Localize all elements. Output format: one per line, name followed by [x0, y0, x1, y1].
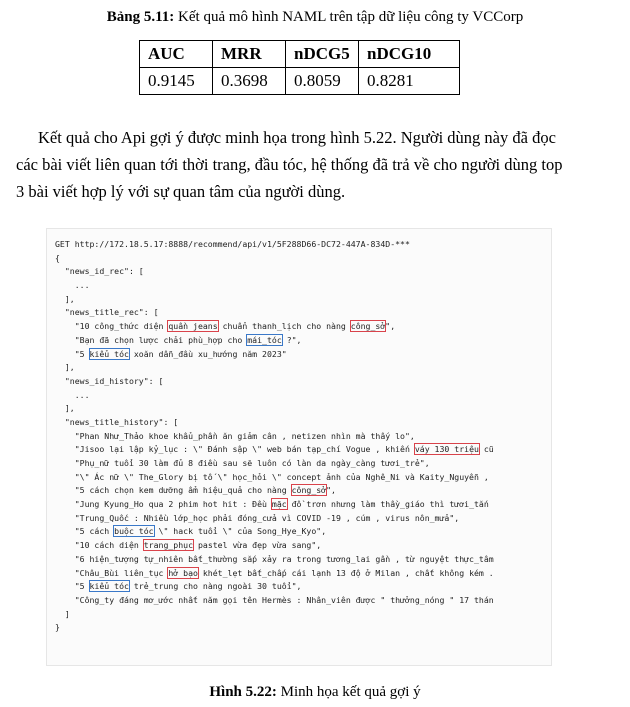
highlight-blue: kiểu tóc: [89, 348, 129, 359]
code-text: đồ trơn nhưng làm thầy_giáo thì tươi_tắn: [286, 499, 489, 510]
value-ndcg10: 0.8281: [359, 68, 460, 95]
value-ndcg5: 0.8059: [286, 68, 359, 95]
highlight-blue: buộc tóc: [114, 526, 154, 537]
code-text: chuẩn thanh_lịch cho nàng: [217, 321, 351, 332]
code-text: "Phan Như_Thảo khoe khẩu_phần ăn giảm cân , netizen nhìn mà thấy lo",: [55, 430, 415, 441]
code-line: [55, 238, 549, 252]
code-text: "Công_ty đáng mơ_ước nhất năm gọi tên Hermès : Nhân_viên được " thưởng_nóng " 17 thán: [55, 594, 494, 605]
paragraph-line-1: Kết quả cho Api gợi ý được minh họa trong hình 5.22. Người dùng này đã đọc: [38, 128, 556, 147]
code-text: "\" Ác nữ \" The_Glory bị tố \" học_hỏi \" concept ảnh của Nghê_Ni và Kaity_Nguyễn ,: [55, 471, 489, 482]
code-text: xoăn dẫn_đầu xu_hướng năm 2023": [128, 348, 287, 359]
code-line: [55, 471, 549, 485]
code-line: [55, 484, 549, 498]
code-line: [55, 293, 549, 307]
highlight-blue: kiểu tóc: [89, 581, 129, 592]
code-line: [55, 539, 549, 553]
code-line: [55, 498, 549, 512]
code-text: "5: [55, 348, 90, 359]
code-text: {: [55, 252, 60, 263]
table-caption-text: Kết quả mô hình NAML trên tập dữ liệu công ty VCCorp: [174, 9, 524, 25]
code-text: cũ: [478, 444, 494, 455]
value-mrr: 0.3698: [213, 68, 286, 95]
code-text: pastel vừa đẹp vừa sang",: [193, 540, 322, 551]
code-text: "Trung_Quốc : Nhiều lớp_học phải đóng_cửa vì COVID -19 , cúm , virus nôn_mửa",: [55, 512, 460, 523]
code-text: ]: [55, 608, 70, 619]
code-line: [55, 306, 549, 320]
code-text: "news_title_rec": [: [55, 307, 159, 318]
results-table: [139, 40, 460, 95]
highlight-red: hở bạo: [168, 567, 198, 578]
code-figure: [46, 228, 552, 666]
code-text: "5: [55, 581, 90, 592]
code-line: [55, 430, 549, 444]
code-line: [55, 416, 549, 430]
code-line: [55, 580, 549, 594]
code-line: [55, 375, 549, 389]
code-line: [55, 361, 549, 375]
code-line: [55, 334, 549, 348]
code-text: "5 cách: [55, 526, 115, 537]
value-auc: 0.9145: [140, 68, 213, 95]
highlight-red: quần jeans: [168, 321, 218, 332]
highlight-blue: mái_tóc: [247, 334, 282, 345]
code-text: ],: [55, 293, 75, 304]
code-line: [55, 567, 549, 581]
code-text: "6 hiện_tượng tự_nhiên bất_thường sắp xảy ra trong tương_lai gần , từ nguyệt thực_tâm: [55, 553, 494, 564]
code-text: ",: [326, 485, 336, 496]
figure-caption-text: Minh họa kết quả gợi ý: [276, 684, 421, 700]
table-row: [140, 68, 460, 95]
code-text: "news_id_history": [: [55, 375, 164, 386]
code-text: "10 cách diện: [55, 540, 144, 551]
code-line: [55, 252, 549, 266]
paragraph-line-3: 3 bài viết hợp lý với sự quan tâm của người dùng.: [16, 182, 346, 201]
table-caption-label: Bảng 5.11:: [106, 9, 175, 25]
code-text: "Bạn đã chọn lược chải phù_hợp cho: [55, 334, 248, 345]
code-text: ",: [385, 321, 396, 332]
code-line: [55, 402, 549, 416]
code-line: [55, 457, 549, 471]
header-ndcg5: nDCG5: [286, 41, 359, 68]
code-text: }: [55, 622, 60, 633]
code-text: "Jung Kyung_Ho qua 2 phim hot hit : Đều: [55, 499, 272, 510]
table-header-row: [140, 41, 460, 68]
code-line: [55, 389, 549, 403]
code-line: [55, 553, 549, 567]
code-line: [55, 525, 549, 539]
code-text: "news_id_rec": [: [55, 266, 144, 277]
header-auc: AUC: [140, 41, 213, 68]
code-line: [55, 279, 549, 293]
code-text: "5 cách chọn kem dưỡng ẩm hiệu_quả cho nàng: [55, 485, 292, 496]
code-line: [55, 621, 549, 635]
code-text: ],: [55, 403, 75, 414]
code-text: ...: [55, 389, 90, 400]
code-text: \" hack tuổi \" của Song_Hye_Kyo",: [153, 526, 327, 537]
header-ndcg10: nDCG10: [359, 41, 460, 68]
table-caption: [0, 8, 630, 26]
code-text: khét_lẹt bất_chấp cái lạnh 13 độ ở Milan , chất không kém .: [197, 567, 494, 578]
code-text: "Jisoo lại lập kỷ_lục : \" Đánh sập \" web bán tạp_chí Vogue , khiến: [55, 444, 415, 455]
code-line: [55, 348, 549, 362]
code-line: [55, 512, 549, 526]
code-line: [55, 443, 549, 457]
figure-caption: [0, 683, 630, 701]
code-text: ?",: [281, 334, 302, 345]
code-line: [55, 594, 549, 608]
highlight-red: váy 130 triệu: [414, 444, 479, 455]
highlight-red: mặc: [271, 499, 287, 510]
code-block: [55, 238, 549, 635]
code-text: GET http://172.18.5.17:8888/recommend/api/v1/5F288D66-DC72-447A-834D-***: [55, 239, 410, 249]
code-text: "10 công_thức diện: [55, 321, 169, 332]
code-text: trẻ_trung cho nàng ngoài 30 tuổi",: [128, 581, 302, 592]
code-line: [55, 265, 549, 279]
header-mrr: MRR: [213, 41, 286, 68]
paragraph-line-2: các bài viết liên quan tới thời trang, đầu tóc, hệ thống đã trả về cho người dùng top: [16, 155, 563, 174]
highlight-red: công_sở: [291, 485, 327, 496]
code-text: ...: [55, 280, 90, 291]
code-line: [55, 320, 549, 334]
code-text: ],: [55, 362, 75, 373]
highlight-red: trang_phục: [143, 540, 194, 551]
code-text: "news_title_history": [: [55, 416, 179, 427]
code-text: "Châu_Bùi liên_tục: [55, 567, 169, 578]
code-text: "Phụ_nữ tuổi 30 làm đủ 8 điều sau sẽ luôn có làn da ngày_càng tươi_trẻ",: [55, 458, 430, 468]
highlight-red: công_sở: [350, 321, 386, 332]
code-line: [55, 608, 549, 622]
figure-caption-label: Hình 5.22:: [209, 684, 277, 700]
